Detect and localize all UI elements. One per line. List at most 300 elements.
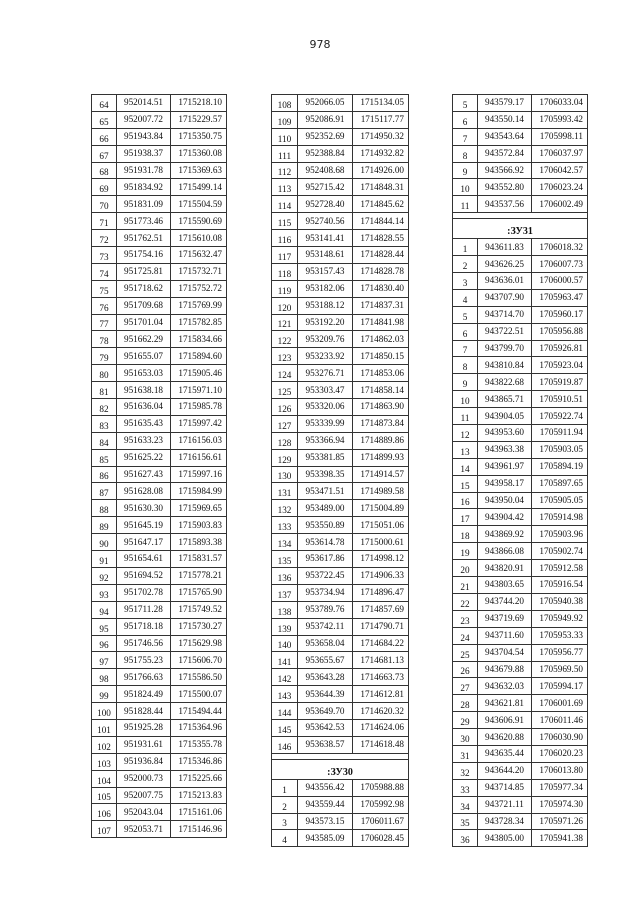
y-coordinate: 1706011.67 <box>353 813 409 830</box>
x-coordinate: 953381.85 <box>298 449 353 466</box>
x-coordinate: 943820.91 <box>478 560 532 577</box>
table-row <box>453 458 588 475</box>
x-coordinate: 952007.72 <box>117 111 171 128</box>
point-number: 132 <box>272 500 298 517</box>
y-coordinate: 1706011.46 <box>532 712 588 729</box>
y-coordinate: 1714663.73 <box>353 669 409 686</box>
table-row <box>453 162 588 179</box>
point-number: 79 <box>92 348 117 365</box>
point-number: 6 <box>453 111 478 128</box>
x-coordinate: 952728.40 <box>298 196 353 213</box>
y-coordinate: 1715985.78 <box>171 399 227 416</box>
x-coordinate: 943621.81 <box>478 695 532 712</box>
point-number: 27 <box>453 678 478 695</box>
x-coordinate: 953157.43 <box>298 263 353 280</box>
point-number: 97 <box>92 652 117 669</box>
y-coordinate: 1706042.57 <box>532 162 588 179</box>
y-coordinate: 1714828.55 <box>353 230 409 247</box>
x-coordinate: 953642.53 <box>298 719 353 736</box>
table-row <box>272 500 409 517</box>
x-coordinate: 953182.06 <box>298 280 353 297</box>
point-number: 129 <box>272 449 298 466</box>
x-coordinate: 951625.22 <box>117 449 171 466</box>
x-coordinate: 952352.69 <box>298 128 353 145</box>
point-number: 85 <box>92 449 117 466</box>
point-number: 2 <box>453 256 478 273</box>
table-row <box>453 196 588 213</box>
point-number: 122 <box>272 331 298 348</box>
point-number: 82 <box>92 399 117 416</box>
coordinates-table-left <box>91 94 227 838</box>
table-row <box>272 686 409 703</box>
point-number: 36 <box>453 830 478 847</box>
table-row <box>92 415 227 432</box>
y-coordinate: 1715494.44 <box>171 703 227 720</box>
x-coordinate: 943626.25 <box>478 256 532 273</box>
x-coordinate: 943866.08 <box>478 543 532 560</box>
table-row <box>453 145 588 162</box>
y-coordinate: 1715500.07 <box>171 686 227 703</box>
y-coordinate: 1715629.98 <box>171 635 227 652</box>
x-coordinate: 951627.43 <box>117 466 171 483</box>
point-number: 130 <box>272 466 298 483</box>
y-coordinate: 1715346.86 <box>171 753 227 770</box>
y-coordinate: 1706001.69 <box>532 695 588 712</box>
point-number: 87 <box>92 483 117 500</box>
x-coordinate: 951662.29 <box>117 331 171 348</box>
table-row <box>92 804 227 821</box>
y-coordinate: 1715834.66 <box>171 331 227 348</box>
point-number: 108 <box>272 95 298 112</box>
y-coordinate: 1705956.77 <box>532 644 588 661</box>
x-coordinate: 943585.09 <box>298 830 353 847</box>
table-row <box>453 526 588 543</box>
x-coordinate: 943606.91 <box>478 712 532 729</box>
x-coordinate: 953276.71 <box>298 365 353 382</box>
y-coordinate: 1706028.45 <box>353 830 409 847</box>
point-number: 128 <box>272 432 298 449</box>
table-row <box>453 627 588 644</box>
x-coordinate: 953722.45 <box>298 567 353 584</box>
point-number: 78 <box>92 331 117 348</box>
table-row <box>453 762 588 779</box>
y-coordinate: 1705977.34 <box>532 779 588 796</box>
point-number: 110 <box>272 128 298 145</box>
table-row <box>92 635 227 652</box>
point-number: 125 <box>272 382 298 399</box>
point-number: 119 <box>272 280 298 297</box>
y-coordinate: 1715831.57 <box>171 551 227 568</box>
x-coordinate: 952408.68 <box>298 162 353 179</box>
table-row <box>92 669 227 686</box>
x-coordinate: 943550.14 <box>478 111 532 128</box>
y-coordinate: 1714850.15 <box>353 348 409 365</box>
point-number: 33 <box>453 779 478 796</box>
table-row <box>272 128 409 145</box>
x-coordinate: 951633.23 <box>117 432 171 449</box>
y-coordinate: 1705926.81 <box>532 340 588 357</box>
y-coordinate: 1705903.96 <box>532 526 588 543</box>
y-coordinate: 1714790.71 <box>353 618 409 635</box>
point-number: 106 <box>92 804 117 821</box>
point-number: 102 <box>92 736 117 753</box>
y-coordinate: 1705998.11 <box>532 128 588 145</box>
x-coordinate: 952715.42 <box>298 179 353 196</box>
y-coordinate: 1715894.60 <box>171 348 227 365</box>
table-row <box>453 425 588 442</box>
table-row <box>453 644 588 661</box>
x-coordinate: 943573.15 <box>298 813 353 830</box>
point-number: 81 <box>92 382 117 399</box>
point-number: 35 <box>453 813 478 830</box>
point-number: 80 <box>92 365 117 382</box>
table-row <box>272 247 409 264</box>
x-coordinate: 951638.18 <box>117 382 171 399</box>
table-row <box>453 179 588 196</box>
table-row <box>453 374 588 391</box>
point-number: 24 <box>453 627 478 644</box>
point-number: 9 <box>453 162 478 179</box>
point-number: 8 <box>453 145 478 162</box>
table-row <box>272 669 409 686</box>
y-coordinate: 1706013.80 <box>532 762 588 779</box>
y-coordinate: 1715632.47 <box>171 247 227 264</box>
point-number: 28 <box>453 695 478 712</box>
point-number: 6 <box>453 323 478 340</box>
x-coordinate: 952014.51 <box>117 95 171 112</box>
y-coordinate: 1714998.12 <box>353 551 409 568</box>
point-number: 111 <box>272 145 298 162</box>
point-number: 1 <box>272 779 298 796</box>
table-row <box>272 399 409 416</box>
point-number: 76 <box>92 297 117 314</box>
point-number: 70 <box>92 196 117 213</box>
table-row <box>92 787 227 804</box>
x-coordinate: 951694.52 <box>117 567 171 584</box>
point-number: 101 <box>92 719 117 736</box>
x-coordinate: 951773.46 <box>117 213 171 230</box>
table-row <box>92 95 227 112</box>
table-row <box>92 314 227 331</box>
y-coordinate: 1705897.65 <box>532 475 588 492</box>
y-coordinate: 1715893.38 <box>171 534 227 551</box>
table-row <box>453 661 588 678</box>
table-row <box>453 779 588 796</box>
y-coordinate: 1714889.86 <box>353 432 409 449</box>
y-coordinate: 1715997.42 <box>171 415 227 432</box>
x-coordinate: 943679.88 <box>478 661 532 678</box>
table-row <box>92 584 227 601</box>
table-row <box>92 263 227 280</box>
table-row <box>453 610 588 627</box>
table-row <box>92 399 227 416</box>
table-row <box>453 391 588 408</box>
table-row <box>272 517 409 534</box>
y-coordinate: 1714828.44 <box>353 247 409 264</box>
table-row <box>272 348 409 365</box>
x-coordinate: 951701.04 <box>117 314 171 331</box>
y-coordinate: 1705953.33 <box>532 627 588 644</box>
table-row <box>92 213 227 230</box>
y-coordinate: 1706018.32 <box>532 239 588 256</box>
point-number: 107 <box>92 821 117 838</box>
y-coordinate: 1715360.08 <box>171 145 227 162</box>
x-coordinate: 943963.38 <box>478 441 532 458</box>
x-coordinate: 951931.61 <box>117 736 171 753</box>
x-coordinate: 943961.97 <box>478 458 532 475</box>
point-number: 13 <box>453 441 478 458</box>
y-coordinate: 1715117.77 <box>353 111 409 128</box>
y-coordinate: 1715969.65 <box>171 500 227 517</box>
x-coordinate: 943904.05 <box>478 408 532 425</box>
y-coordinate: 1714926.00 <box>353 162 409 179</box>
point-number: 113 <box>272 179 298 196</box>
x-coordinate: 943566.92 <box>478 162 532 179</box>
table-row <box>453 830 588 847</box>
y-coordinate: 1706000.57 <box>532 273 588 290</box>
x-coordinate: 943552.80 <box>478 179 532 196</box>
point-number: 11 <box>453 408 478 425</box>
table-row <box>272 365 409 382</box>
point-number: 134 <box>272 534 298 551</box>
x-coordinate: 943744.20 <box>478 593 532 610</box>
y-coordinate: 1705988.88 <box>353 779 409 796</box>
table-row <box>92 703 227 720</box>
table-row <box>272 567 409 584</box>
table-row <box>453 712 588 729</box>
point-number: 100 <box>92 703 117 720</box>
x-coordinate: 952740.56 <box>298 213 353 230</box>
section-header: :ЗУ30 <box>272 759 409 779</box>
point-number: 75 <box>92 280 117 297</box>
point-number: 5 <box>453 306 478 323</box>
y-coordinate: 1715997.16 <box>171 466 227 483</box>
point-number: 145 <box>272 719 298 736</box>
y-coordinate: 1715730.27 <box>171 618 227 635</box>
x-coordinate: 953471.51 <box>298 483 353 500</box>
point-number: 5 <box>453 95 478 112</box>
table-row <box>453 95 588 112</box>
y-coordinate: 1715161.06 <box>171 804 227 821</box>
table-row <box>453 796 588 813</box>
table-row <box>453 543 588 560</box>
point-number: 137 <box>272 584 298 601</box>
x-coordinate: 943704.54 <box>478 644 532 661</box>
point-number: 91 <box>92 551 117 568</box>
x-coordinate: 953148.61 <box>298 247 353 264</box>
x-coordinate: 951653.03 <box>117 365 171 382</box>
y-coordinate: 1705960.17 <box>532 306 588 323</box>
table-row <box>272 779 409 796</box>
table-row <box>272 297 409 314</box>
y-coordinate: 1715004.89 <box>353 500 409 517</box>
table-row <box>272 280 409 297</box>
table-row <box>92 382 227 399</box>
table-row <box>92 365 227 382</box>
table-row <box>272 813 409 830</box>
table-row <box>92 128 227 145</box>
point-number: 94 <box>92 601 117 618</box>
x-coordinate: 951762.51 <box>117 230 171 247</box>
point-number: 126 <box>272 399 298 416</box>
y-coordinate: 1714853.06 <box>353 365 409 382</box>
x-coordinate: 943904.42 <box>478 509 532 526</box>
table-row <box>92 652 227 669</box>
x-coordinate: 943728.34 <box>478 813 532 830</box>
point-number: 9 <box>453 374 478 391</box>
point-number: 12 <box>453 425 478 442</box>
y-coordinate: 1715218.10 <box>171 95 227 112</box>
point-number: 29 <box>453 712 478 729</box>
y-coordinate: 1714932.82 <box>353 145 409 162</box>
y-coordinate: 1714873.84 <box>353 415 409 432</box>
table-row <box>272 382 409 399</box>
x-coordinate: 951834.92 <box>117 179 171 196</box>
y-coordinate: 1715971.10 <box>171 382 227 399</box>
table-row <box>453 306 588 323</box>
x-coordinate: 953339.99 <box>298 415 353 432</box>
section-header: :ЗУ31 <box>453 219 588 239</box>
x-coordinate: 952086.91 <box>298 111 353 128</box>
table-row <box>92 179 227 196</box>
point-number: 21 <box>453 577 478 594</box>
y-coordinate: 1714914.57 <box>353 466 409 483</box>
y-coordinate: 1705971.26 <box>532 813 588 830</box>
y-coordinate: 1705993.42 <box>532 111 588 128</box>
x-coordinate: 951936.84 <box>117 753 171 770</box>
table-row <box>92 247 227 264</box>
y-coordinate: 1705922.74 <box>532 408 588 425</box>
table-row <box>272 635 409 652</box>
table-row <box>92 686 227 703</box>
x-coordinate: 951655.07 <box>117 348 171 365</box>
x-coordinate: 943543.64 <box>478 128 532 145</box>
y-coordinate: 1714681.13 <box>353 652 409 669</box>
y-coordinate: 1715606.70 <box>171 652 227 669</box>
x-coordinate: 943620.88 <box>478 729 532 746</box>
table-row <box>272 314 409 331</box>
y-coordinate: 1705963.47 <box>532 289 588 306</box>
point-number: 136 <box>272 567 298 584</box>
y-coordinate: 1715213.83 <box>171 787 227 804</box>
point-number: 20 <box>453 560 478 577</box>
y-coordinate: 1715732.71 <box>171 263 227 280</box>
table-row <box>92 196 227 213</box>
point-number: 142 <box>272 669 298 686</box>
point-number: 32 <box>453 762 478 779</box>
point-number: 138 <box>272 601 298 618</box>
x-coordinate: 953550.89 <box>298 517 353 534</box>
y-coordinate: 1714844.14 <box>353 213 409 230</box>
table-row <box>453 357 588 374</box>
y-coordinate: 1705923.04 <box>532 357 588 374</box>
y-coordinate: 1705941.38 <box>532 830 588 847</box>
point-number: 10 <box>453 179 478 196</box>
y-coordinate: 1705919.87 <box>532 374 588 391</box>
point-number: 7 <box>453 128 478 145</box>
y-coordinate: 1714845.62 <box>353 196 409 213</box>
x-coordinate: 951647.17 <box>117 534 171 551</box>
y-coordinate: 1705894.19 <box>532 458 588 475</box>
y-coordinate: 1714830.40 <box>353 280 409 297</box>
y-coordinate: 1715586.50 <box>171 669 227 686</box>
y-coordinate: 1715504.59 <box>171 196 227 213</box>
point-number: 65 <box>92 111 117 128</box>
table-row <box>272 466 409 483</box>
x-coordinate: 952000.73 <box>117 770 171 787</box>
table-row <box>272 145 409 162</box>
x-coordinate: 953644.39 <box>298 686 353 703</box>
x-coordinate: 953320.06 <box>298 399 353 416</box>
table-row <box>92 567 227 584</box>
point-number: 144 <box>272 703 298 720</box>
y-coordinate: 1705903.05 <box>532 441 588 458</box>
y-coordinate: 1715984.99 <box>171 483 227 500</box>
x-coordinate: 951938.37 <box>117 145 171 162</box>
table-row <box>92 280 227 297</box>
x-coordinate: 951702.78 <box>117 584 171 601</box>
point-number: 140 <box>272 635 298 652</box>
x-coordinate: 943822.68 <box>478 374 532 391</box>
point-number: 98 <box>92 669 117 686</box>
point-number: 30 <box>453 729 478 746</box>
x-coordinate: 953141.41 <box>298 230 353 247</box>
x-coordinate: 951709.68 <box>117 297 171 314</box>
x-coordinate: 943869.92 <box>478 526 532 543</box>
point-number: 68 <box>92 162 117 179</box>
x-coordinate: 951931.78 <box>117 162 171 179</box>
x-coordinate: 953233.92 <box>298 348 353 365</box>
point-number: 123 <box>272 348 298 365</box>
table-row <box>92 432 227 449</box>
table-row <box>92 719 227 736</box>
x-coordinate: 953366.94 <box>298 432 353 449</box>
table-row <box>92 230 227 247</box>
table-row <box>453 289 588 306</box>
y-coordinate: 1705912.58 <box>532 560 588 577</box>
x-coordinate: 951718.62 <box>117 280 171 297</box>
table-row <box>453 239 588 256</box>
y-coordinate: 1705949.92 <box>532 610 588 627</box>
point-number: 118 <box>272 263 298 280</box>
x-coordinate: 943644.20 <box>478 762 532 779</box>
table-row <box>272 796 409 813</box>
x-coordinate: 951725.81 <box>117 263 171 280</box>
x-coordinate: 953742.11 <box>298 618 353 635</box>
y-coordinate: 1714906.33 <box>353 567 409 584</box>
point-number: 120 <box>272 297 298 314</box>
table-row <box>453 593 588 610</box>
table-row <box>272 652 409 669</box>
table-row <box>272 263 409 280</box>
table-row <box>92 331 227 348</box>
y-coordinate: 1714950.32 <box>353 128 409 145</box>
x-coordinate: 943721.11 <box>478 796 532 813</box>
x-coordinate: 952388.84 <box>298 145 353 162</box>
x-coordinate: 953614.78 <box>298 534 353 551</box>
y-coordinate: 1715000.61 <box>353 534 409 551</box>
y-coordinate: 1714841.98 <box>353 314 409 331</box>
x-coordinate: 943714.85 <box>478 779 532 796</box>
x-coordinate: 951755.23 <box>117 652 171 669</box>
point-number: 4 <box>453 289 478 306</box>
table-row <box>272 230 409 247</box>
x-coordinate: 943635.44 <box>478 745 532 762</box>
point-number: 112 <box>272 162 298 179</box>
table-row <box>453 111 588 128</box>
y-coordinate: 1715749.52 <box>171 601 227 618</box>
point-number: 141 <box>272 652 298 669</box>
